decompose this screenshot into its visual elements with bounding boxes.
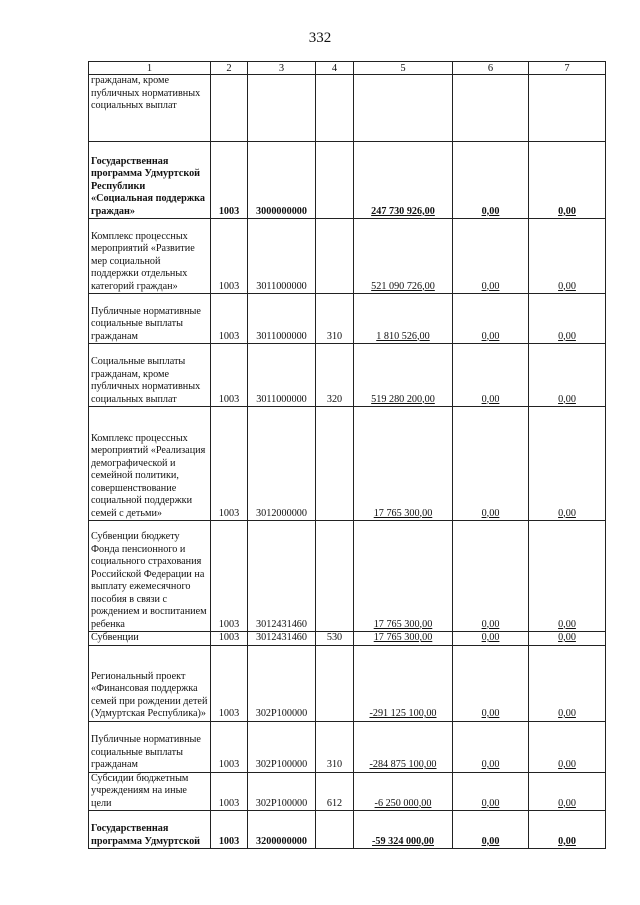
row-description-cell: Публичные нормативные социальные выплаты гражданам <box>89 721 211 772</box>
table-row <box>89 344 606 407</box>
row-description-cell: Субвенции <box>89 632 211 646</box>
row-value-cell: 0,00 <box>453 521 529 632</box>
row-value-cell: 0,00 <box>529 344 606 407</box>
row-value-cell: 17 765 300,00 <box>354 632 453 646</box>
row-value-cell: 3011000000 <box>248 219 316 294</box>
row-value-cell: 0,00 <box>529 645 606 721</box>
row-value-cell: 1 810 526,00 <box>354 294 453 344</box>
row-value-cell: 3012431460 <box>248 632 316 646</box>
row-value-cell: 1003 <box>211 219 248 294</box>
row-value-cell: 0,00 <box>529 294 606 344</box>
row-value-cell: 310 <box>316 294 354 344</box>
row-value-cell: 1003 <box>211 142 248 219</box>
row-value-cell <box>316 142 354 219</box>
row-value-cell: 0,00 <box>529 632 606 646</box>
table-row <box>89 772 606 811</box>
row-value-cell: 17 765 300,00 <box>354 407 453 521</box>
row-value-cell: 320 <box>316 344 354 407</box>
row-value-cell: 0,00 <box>529 219 606 294</box>
table-row <box>89 521 606 632</box>
row-description-cell: Социальные выплаты гражданам, кроме публичных нормативных социальных выплат <box>89 344 211 407</box>
row-value-cell: 1003 <box>211 772 248 811</box>
column-header: 1 <box>89 62 211 75</box>
row-value-cell: 0,00 <box>453 645 529 721</box>
table-row <box>89 407 606 521</box>
row-value-cell: 1003 <box>211 811 248 849</box>
row-value-cell: 0,00 <box>453 811 529 849</box>
row-value-cell: 3011000000 <box>248 294 316 344</box>
row-value-cell <box>316 407 354 521</box>
row-value-cell: 247 730 926,00 <box>354 142 453 219</box>
row-value-cell: 302P100000 <box>248 721 316 772</box>
row-description-cell: Субвенции бюджету Фонда пенсионного и социального страхования Российской Федерации на выплату ежемесячного пособия в связи с рождением и воспитанием ребенка <box>89 521 211 632</box>
row-value-cell <box>211 75 248 142</box>
row-description-cell: Публичные нормативные социальные выплаты гражданам <box>89 294 211 344</box>
column-header: 2 <box>211 62 248 75</box>
row-value-cell: 1003 <box>211 721 248 772</box>
row-value-cell: 0,00 <box>529 772 606 811</box>
column-header: 6 <box>453 62 529 75</box>
row-value-cell: 3200000000 <box>248 811 316 849</box>
page-number: 332 <box>308 30 332 46</box>
row-value-cell: -291 125 100,00 <box>354 645 453 721</box>
row-value-cell: 3000000000 <box>248 142 316 219</box>
column-header: 7 <box>529 62 606 75</box>
row-value-cell: 0,00 <box>529 721 606 772</box>
table-row <box>89 75 606 142</box>
row-value-cell: 3012431460 <box>248 521 316 632</box>
row-value-cell <box>316 645 354 721</box>
table-header-row <box>89 62 606 75</box>
row-value-cell: 3012000000 <box>248 407 316 521</box>
column-header: 4 <box>316 62 354 75</box>
row-value-cell: 0,00 <box>453 219 529 294</box>
row-value-cell <box>316 521 354 632</box>
table-row <box>89 645 606 721</box>
table-row <box>89 294 606 344</box>
row-value-cell: -284 875 100,00 <box>354 721 453 772</box>
row-value-cell <box>316 219 354 294</box>
row-value-cell <box>248 75 316 142</box>
row-value-cell: 0,00 <box>453 407 529 521</box>
row-value-cell: 310 <box>316 721 354 772</box>
row-value-cell <box>316 811 354 849</box>
row-value-cell: 0,00 <box>453 294 529 344</box>
table-row <box>89 219 606 294</box>
table-row <box>89 811 606 849</box>
row-value-cell: 0,00 <box>453 142 529 219</box>
row-value-cell: 1003 <box>211 294 248 344</box>
row-value-cell: 0,00 <box>453 772 529 811</box>
row-value-cell: 521 090 726,00 <box>354 219 453 294</box>
row-description-cell: Комплекс процессных мероприятий «Реализация демографической и семейной политики, совершенствование социальной поддержки семей с детьми» <box>89 407 211 521</box>
row-value-cell: 0,00 <box>453 721 529 772</box>
row-value-cell: 519 280 200,00 <box>354 344 453 407</box>
row-description-cell: гражданам, кроме публичных нормативных социальных выплат <box>89 75 211 142</box>
row-value-cell: 1003 <box>211 632 248 646</box>
row-value-cell: 0,00 <box>453 632 529 646</box>
row-value-cell: 3011000000 <box>248 344 316 407</box>
row-value-cell: 0,00 <box>529 142 606 219</box>
row-value-cell: 302P100000 <box>248 772 316 811</box>
row-value-cell <box>316 75 354 142</box>
row-description-cell: Субсидии бюджетным учреждениям на иные цели <box>89 772 211 811</box>
row-value-cell: 0,00 <box>453 344 529 407</box>
row-value-cell: 0,00 <box>529 811 606 849</box>
row-value-cell: 302P100000 <box>248 645 316 721</box>
row-value-cell: 612 <box>316 772 354 811</box>
budget-table <box>88 61 606 849</box>
row-description-cell: Региональный проект «Финансовая поддержка семей при рождении детей (Удмуртская Республика)» <box>89 645 211 721</box>
row-value-cell: 530 <box>316 632 354 646</box>
row-description-cell: Комплекс процессных мероприятий «Развитие мер социальной поддержки отдельных категорий граждан» <box>89 219 211 294</box>
row-value-cell: 0,00 <box>529 521 606 632</box>
row-value-cell: 17 765 300,00 <box>354 521 453 632</box>
column-header: 3 <box>248 62 316 75</box>
row-value-cell: 1003 <box>211 521 248 632</box>
row-description-cell: Государственная программа Удмуртской Республики «Социальная поддержка граждан» <box>89 142 211 219</box>
row-value-cell <box>453 75 529 142</box>
row-value-cell: 0,00 <box>529 407 606 521</box>
row-description-cell: Государственная программа Удмуртской <box>89 811 211 849</box>
table-row <box>89 632 606 646</box>
row-value-cell: -59 324 000,00 <box>354 811 453 849</box>
table-row <box>89 142 606 219</box>
row-value-cell: 1003 <box>211 645 248 721</box>
row-value-cell <box>354 75 453 142</box>
column-header: 5 <box>354 62 453 75</box>
row-value-cell: 1003 <box>211 344 248 407</box>
row-value-cell: -6 250 000,00 <box>354 772 453 811</box>
row-value-cell <box>529 75 606 142</box>
table-row <box>89 721 606 772</box>
row-value-cell: 1003 <box>211 407 248 521</box>
